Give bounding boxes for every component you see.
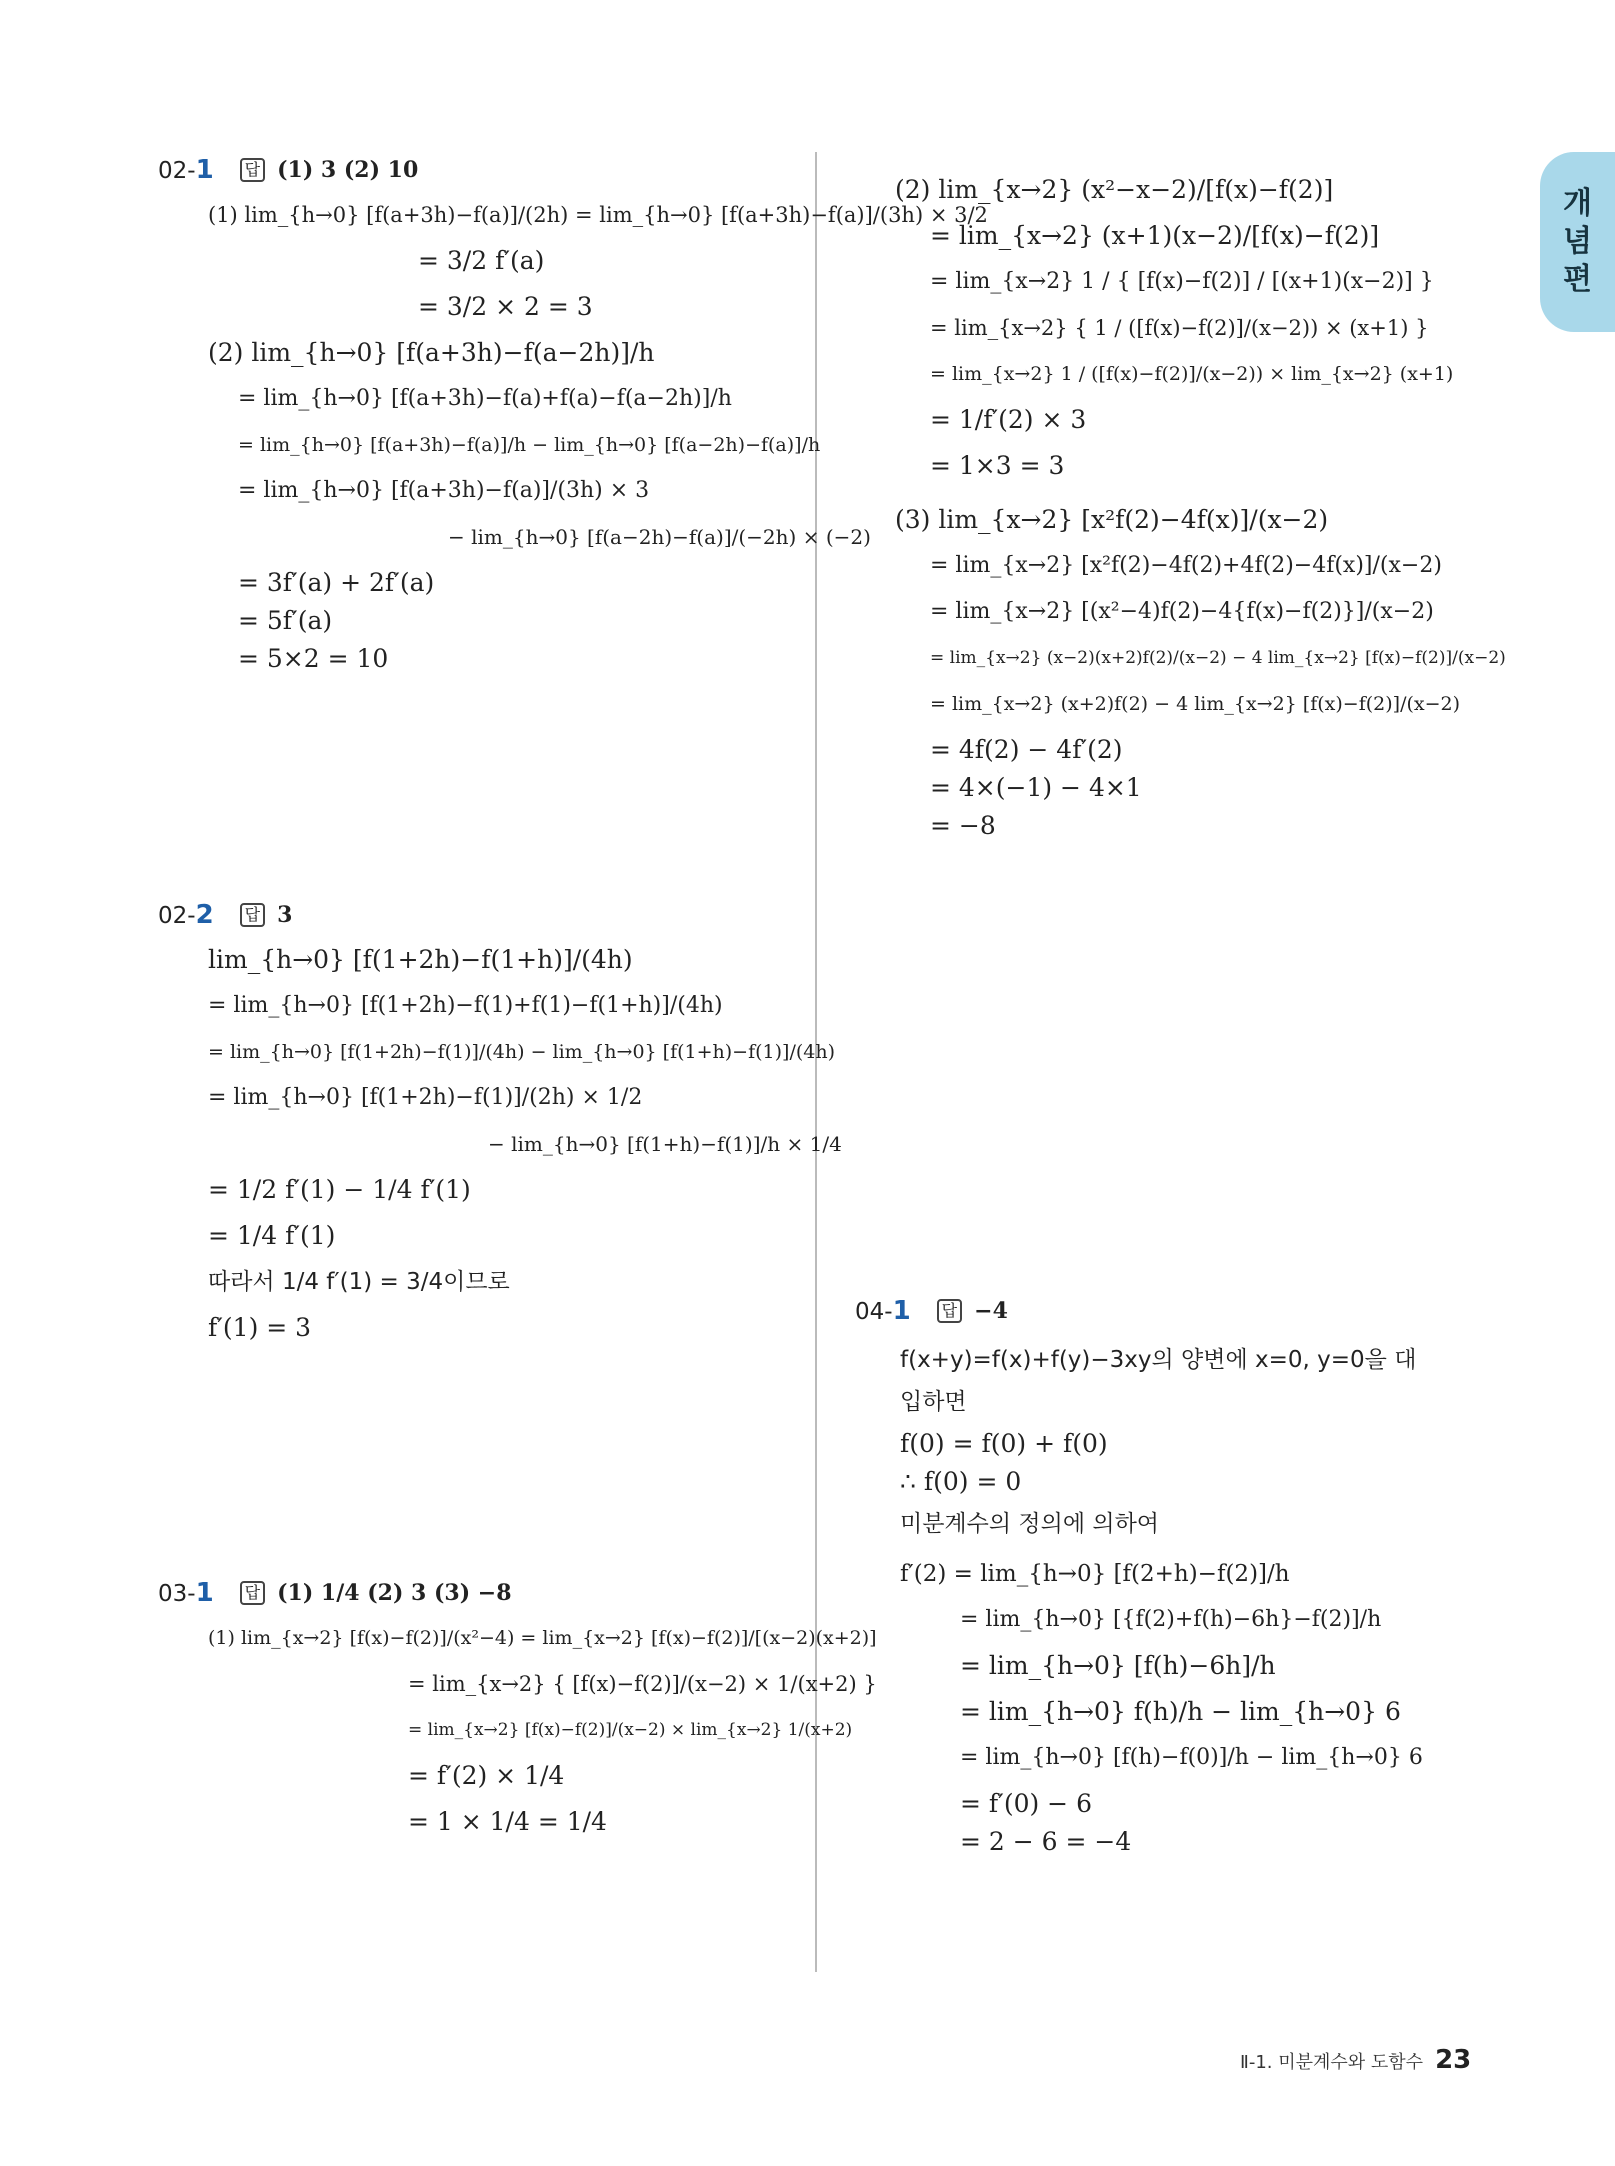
answer-value: 3	[277, 902, 293, 928]
answer-value: (1) 1/4 (2) 3 (3) −8	[277, 1580, 512, 1606]
math-line: (2) lim_{x→2} (x²−x−2)/[f(x)−f(2)]	[895, 175, 1334, 204]
problem-number: 02-2	[158, 900, 214, 930]
solution	[158, 944, 842, 1344]
math-line: = 1×3 = 3	[930, 451, 1065, 480]
math-line: = lim_{h→0} [f(a+3h)−f(a)]/(3h) × 3	[238, 478, 650, 503]
math-line: (1) lim_{x→2} [f(x)−f(2)]/(x²−4) = lim_{x→2} [f(x)−f(2)]/[(x−2)(x+2)]	[208, 1627, 877, 1649]
page-footer	[1240, 2045, 1471, 2075]
footer-section: Ⅱ-1. 미분계수와 도함수	[1240, 2052, 1424, 2073]
math-line: lim_{h→0} [f(1+2h)−f(1+h)]/(4h)	[208, 945, 633, 974]
problem-header	[158, 155, 798, 185]
math-line: f(0) = f(0) + f(0)	[900, 1429, 1108, 1458]
problem-header	[158, 900, 798, 930]
math-line: = lim_{x→2} { 1 / ([f(x)−f(2)]/(x−2)) × (x+1) }	[930, 316, 1429, 340]
math-line: = 4×(−1) − 4×1	[930, 773, 1142, 802]
text-line: 입하면	[900, 1389, 967, 1415]
page-number: 23	[1435, 2045, 1472, 2075]
math-line: = lim_{h→0} f(h)/h − lim_{h→0} 6	[960, 1697, 1401, 1726]
math-line: 따라서 1/4 f′(1) = 3/4이므로	[208, 1269, 510, 1295]
math-line: ∴ f(0) = 0	[900, 1467, 1022, 1496]
math-line: = lim_{x→2} [f(x)−f(2)]/(x−2) × lim_{x→2} 1/(x+2)	[408, 1720, 853, 1740]
solution-part-1	[158, 1622, 877, 1838]
math-line: = lim_{x→2} (x+1)(x−2)/[f(x)−f(2)]	[930, 221, 1380, 250]
math-line: = lim_{x→2} [(x²−4)f(2)−4{f(x)−f(2)}]/(x−2)	[930, 599, 1434, 624]
text-line: 미분계수의 정의에 의하여	[900, 1511, 1160, 1537]
math-line: = 1/4 f′(1)	[208, 1221, 336, 1250]
math-line: = f′(0) − 6	[960, 1789, 1092, 1818]
problem-number: 03-1	[158, 1578, 214, 1608]
problem-header	[855, 1296, 1515, 1326]
problem-number: 02-1	[158, 155, 214, 185]
math-line: = 3/2 × 2 = 3	[418, 292, 593, 321]
problem-header	[158, 1578, 798, 1608]
math-line: = lim_{h→0} [f(h)−f(0)]/h − lim_{h→0} 6	[960, 1745, 1423, 1770]
math-line: = f′(2) × 1/4	[408, 1761, 565, 1790]
math-line: = 5f′(a)	[238, 606, 333, 635]
math-line: − lim_{h→0} [f(a−2h)−f(a)]/(−2h) × (−2)	[448, 525, 871, 549]
math-line: = lim_{h→0} [f(a+3h)−f(a)]/h − lim_{h→0} [f(a−2h)−f(a)]/h	[238, 434, 821, 456]
problem-02-2	[158, 900, 842, 1350]
math-line: f′(2) = lim_{h→0} [f(2+h)−f(2)]/h	[900, 1561, 1290, 1587]
problem-number: 04-1	[855, 1296, 911, 1326]
math-line: = lim_{x→2} (x−2)(x+2)f(2)/(x−2) − 4 lim_{x→2} [f(x)−f(2)]/(x−2)	[930, 648, 1506, 668]
math-line: = lim_{h→0} [f(h)−6h]/h	[960, 1651, 1276, 1680]
solution	[855, 1340, 1515, 1858]
math-line: = 4f(2) − 4f′(2)	[930, 735, 1123, 764]
answer-badge: 답	[937, 1299, 962, 1323]
answer-badge: 답	[240, 1581, 265, 1605]
problem-02-1	[158, 155, 988, 681]
math-line: = lim_{h→0} [f(a+3h)−f(a)+f(a)−f(a−2h)]/h	[238, 386, 732, 411]
side-tab-char: 편	[1563, 262, 1592, 297]
solution-part-3	[895, 504, 1515, 842]
math-line: = 1/f′(2) × 3	[930, 405, 1087, 434]
problem-04-1	[855, 1296, 1515, 1864]
answer-badge: 답	[240, 158, 265, 182]
math-line: = 1 × 1/4 = 1/4	[408, 1807, 607, 1836]
solution	[158, 199, 988, 675]
problem-03-1-continued	[895, 160, 1515, 848]
math-line: − lim_{h→0} [f(1+h)−f(1)]/h × 1/4	[488, 1132, 842, 1156]
math-line: = lim_{h→0} [{f(2)+f(h)−6h}−f(2)]/h	[960, 1607, 1382, 1632]
math-line: = 2 − 6 = −4	[960, 1827, 1132, 1856]
math-line: = 5×2 = 10	[238, 644, 389, 673]
math-line: (3) lim_{x→2} [x²f(2)−4f(x)]/(x−2)	[895, 505, 1329, 534]
text-line: f(x+y)=f(x)+f(y)−3xy의 양변에 x=0, y=0을 대	[900, 1347, 1417, 1373]
math-line: = 1/2 f′(1) − 1/4 f′(1)	[208, 1175, 471, 1204]
math-line: = lim_{x→2} { [f(x)−f(2)]/(x−2) × 1/(x+2) }	[408, 1672, 877, 1696]
math-line: = lim_{h→0} [f(1+2h)−f(1)+f(1)−f(1+h)]/(4h)	[208, 993, 723, 1018]
answer-value: (1) 3 (2) 10	[277, 157, 419, 183]
math-line: (2) lim_{h→0} [f(a+3h)−f(a−2h)]/h	[208, 338, 655, 367]
solution-part-2	[895, 174, 1515, 482]
math-line: f′(1) = 3	[208, 1313, 312, 1342]
math-line: = lim_{x→2} [x²f(2)−4f(2)+4f(2)−4f(x)]/(x−2)	[930, 553, 1442, 578]
problem-03-1	[158, 1578, 877, 1852]
math-line: = lim_{x→2} 1 / { [f(x)−f(2)] / [(x+1)(x−2)] }	[930, 269, 1434, 294]
math-line: = 3f′(a) + 2f′(a)	[238, 568, 435, 597]
math-line: (1) lim_{h→0} [f(a+3h)−f(a)]/(2h) = lim_{h→0} [f(a+3h)−f(a)]/(3h) × 3/2	[208, 203, 988, 227]
math-line: = lim_{h→0} [f(1+2h)−f(1)]/(2h) × 1/2	[208, 1085, 643, 1110]
side-tab-char: 개	[1563, 186, 1592, 221]
chapter-side-tab	[1540, 152, 1615, 332]
side-tab-char: 념	[1563, 224, 1592, 259]
math-line: = 3/2 f′(a)	[418, 246, 545, 275]
answer-badge: 답	[240, 903, 265, 927]
math-line: = lim_{x→2} (x+2)f(2) − 4 lim_{x→2} [f(x)−f(2)]/(x−2)	[930, 693, 1461, 715]
math-line: = lim_{h→0} [f(1+2h)−f(1)]/(4h) − lim_{h→0} [f(1+h)−f(1)]/(4h)	[208, 1041, 835, 1063]
math-line: = −8	[930, 811, 996, 840]
math-line: = lim_{x→2} 1 / ([f(x)−f(2)]/(x−2)) × lim_{x→2} (x+1)	[930, 363, 1454, 385]
answer-value: −4	[974, 1298, 1008, 1324]
